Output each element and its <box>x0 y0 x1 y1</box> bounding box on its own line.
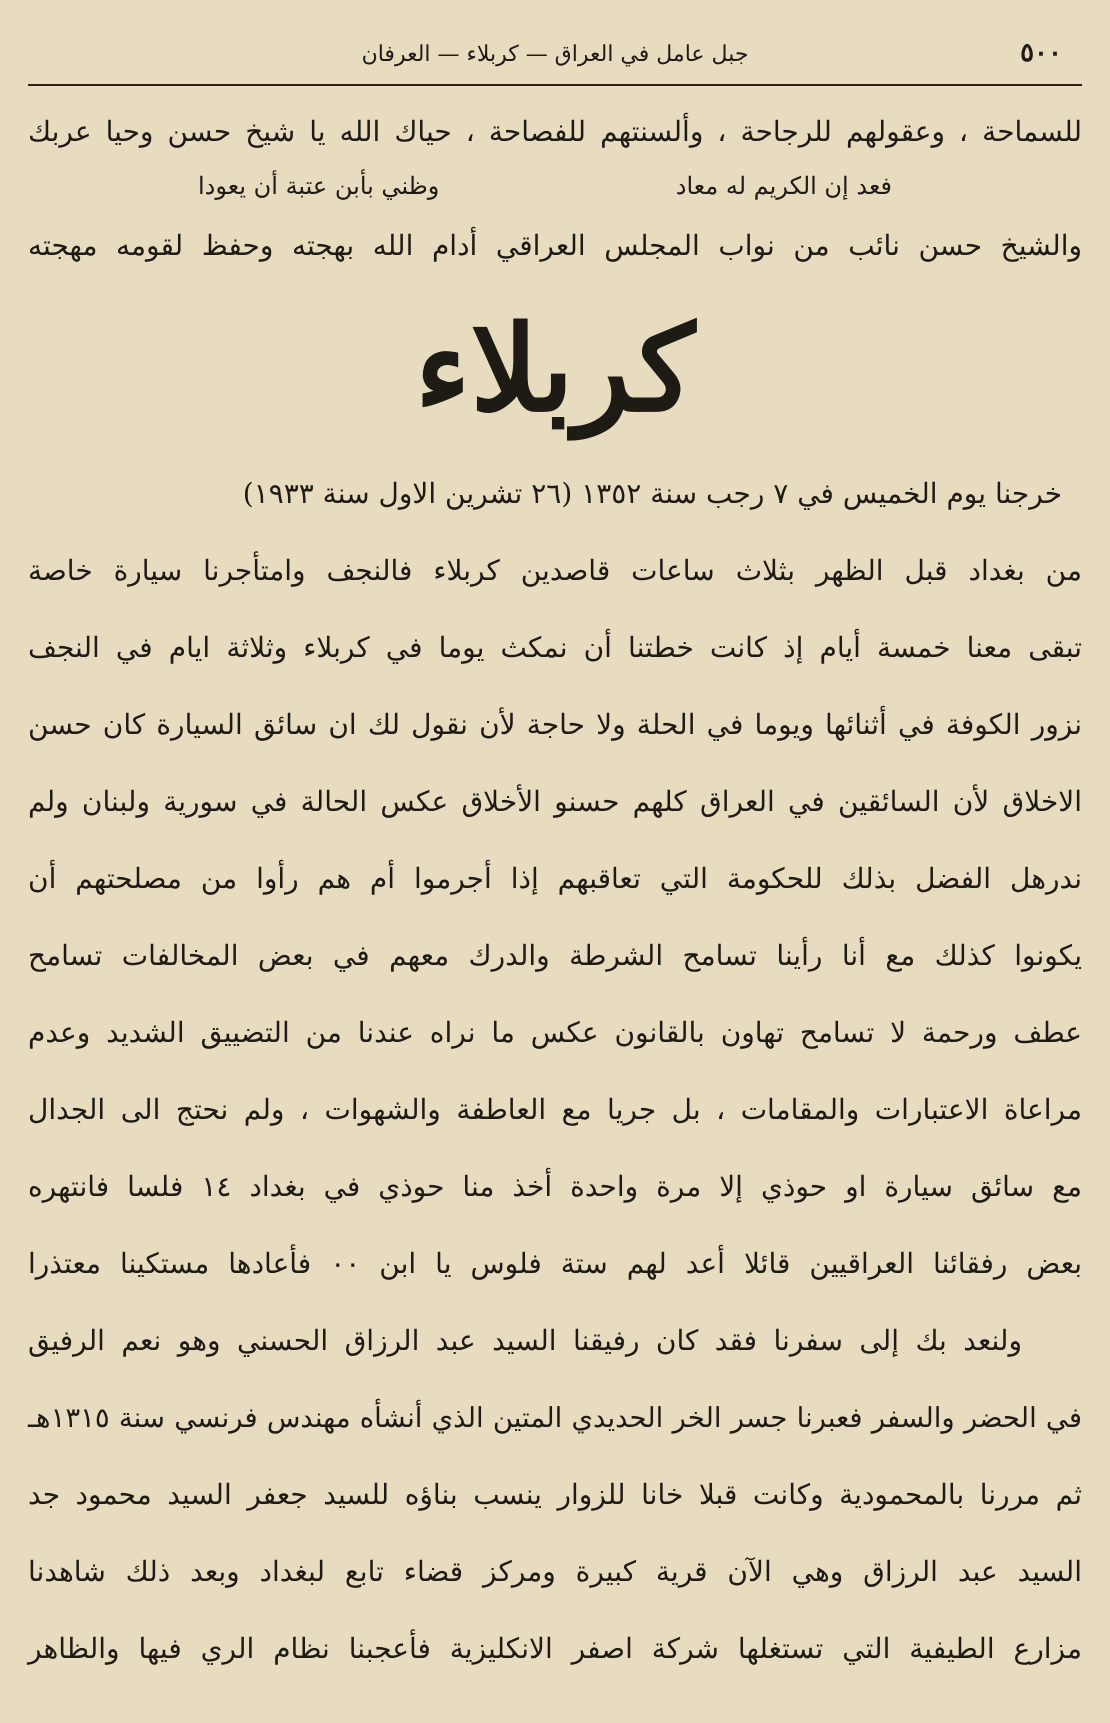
body-text <box>28 474 1082 1669</box>
header-rule <box>28 84 1082 86</box>
text-line: نزور الكوفة في أثنائها ويوما في الحلة ولا حاجة لأن نقول لك ان سائق السيارة كان حسن <box>28 708 1082 741</box>
section-title: كربلاء <box>414 299 696 438</box>
verse-first-hemistich: فعد إن الكريم له معاد <box>675 172 892 200</box>
poem-verse <box>28 168 1082 204</box>
text-line: مزارع الطيفية التي تستغلها شركة اصفر الانكليزية فأعجبنا نظام الري فيها والظاهر <box>28 1632 1082 1665</box>
text-line: للسماحة ، وعقولهم للرجاحة ، وألسنتهم للفصاحة ، حياك الله يا شيخ حسن وحيا عربك <box>28 115 1082 148</box>
text-line: من بغداد قبل الظهر بثلاث ساعات قاصدين كربلاء فالنجف وامتأجرنا سيارة خاصة <box>28 554 1082 587</box>
verse-second-hemistich: وظني بأبن عتبة أن يعودا <box>198 172 440 200</box>
text-line: مراعاة الاعتبارات والمقامات ، بل جريا مع العاطفة والشهوات ، ولم نحتج الى الجدال <box>28 1093 1082 1126</box>
text-line: عطف ورحمة لا تسامح تهاون بالقانون عكس ما نراه عندنا من التضييق الشديد وعدم <box>28 1016 1082 1049</box>
text-line: في الحضر والسفر فعبرنا جسر الخر الحديدي المتين الذي أنشأه مهندس فرنسي سنة ١٣١٥هـ <box>28 1402 1082 1434</box>
text-line: السيد عبد الرزاق وهي الآن قرية كبيرة ومركز قضاء تابع لبغداد وبعد ذلك شاهدنا <box>28 1555 1082 1588</box>
text-line: والشيخ حسن نائب من نواب المجلس العراقي أدام الله بهجته وحفظ لقومه مهجته <box>28 229 1082 262</box>
intro-text <box>28 112 1082 152</box>
running-title: جبل عامل في العراق — كربلاء — العرفان <box>361 41 749 67</box>
text-line: الاخلاق لأن السائقين في العراق كلهم حسنو الأخلاق عكس الحالة في سورية ولبنان ولم <box>28 785 1082 818</box>
intro-text-continued <box>28 226 1082 266</box>
page-number: ٥٠٠ <box>1020 38 1062 68</box>
text-line: ثم مررنا بالمحمودية وكانت قبلا خانا للزوار ينسب بناؤه للسيد جعفر السيد محمود جد <box>28 1478 1082 1511</box>
text-line: تبقى معنا خمسة أيام إذ كانت خطتنا أن نمكث يوما في كربلاء وثلاثة ايام في النجف <box>28 631 1082 664</box>
running-head <box>28 30 1082 78</box>
text-line: ندرهل الفضل بذلك للحكومة التي تعاقبهم إذا أجرموا أم هم رأوا من مصلحتهم أن <box>28 862 1082 895</box>
text-line: مع سائق سيارة او حوذي إلا مرة واحدة أخذ منا حوذي في بغداد ١٤ فلسا فانتهره <box>28 1170 1082 1203</box>
text-line: ولنعد بك إلى سفرنا فقد كان رفيقنا السيد عبد الرزاق الحسني وهو نعم الرفيق <box>28 1324 1022 1357</box>
text-line: بعض رفقائنا العراقيين قائلا أعد لهم ستة فلوس يا ابن ٠٠ فأعادها مستكينا معتذرا <box>28 1247 1082 1280</box>
text-line: خرجنا يوم الخميس في ٧ رجب سنة ١٣٥٢ (٢٦ تشرين الاول سنة ١٩٣٣) <box>242 477 1062 510</box>
text-line: يكونوا كذلك مع أنا رأينا تسامح الشرطة والدرك معهم في بعض المخالفات تسامح <box>28 939 1082 972</box>
